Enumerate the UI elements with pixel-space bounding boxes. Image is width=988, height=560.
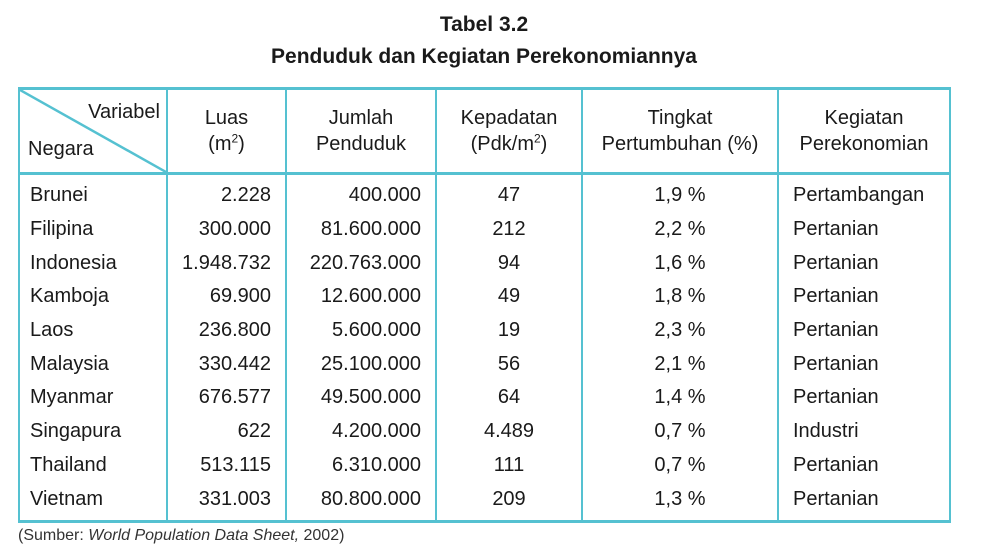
header-luas-sup: 2 [231, 131, 239, 146]
source-note [18, 527, 344, 545]
table-row [19, 415, 950, 449]
header-tingkat-line1: Tingkat [647, 107, 713, 129]
cell-pertumbuhan: 0,7 % [582, 415, 778, 449]
cell-kegiatan: Industri [778, 415, 950, 449]
cell-jumlah: 12.600.000 [286, 280, 436, 314]
cell-kepadatan: 19 [436, 314, 582, 348]
cell-kegiatan: Pertanian [778, 347, 950, 381]
source-title: World Population Data Sheet, [88, 527, 300, 544]
cell-luas: 622 [167, 415, 286, 449]
header-kepadatan-label: Kepadatan [460, 107, 558, 129]
header-negara: Negara [28, 138, 94, 160]
cell-negara: Malaysia [19, 347, 167, 381]
cell-negara: Brunei [19, 174, 167, 213]
cell-kegiatan: Pertanian [778, 482, 950, 521]
cell-luas: 676.577 [167, 381, 286, 415]
header-kegiatan-line1: Kegiatan [824, 107, 904, 129]
cell-kepadatan: 94 [436, 246, 582, 280]
cell-jumlah: 4.200.000 [286, 415, 436, 449]
cell-kepadatan: 56 [436, 347, 582, 381]
header-kepadatan [436, 89, 582, 174]
header-tingkat [582, 89, 778, 174]
header-kepadatan-close: ) [540, 133, 548, 155]
cell-kepadatan: 4.489 [436, 415, 582, 449]
cell-pertumbuhan: 1,6 % [582, 246, 778, 280]
header-jumlah-line1: Jumlah [328, 107, 394, 129]
cell-pertumbuhan: 2,1 % [582, 347, 778, 381]
table-row [19, 280, 950, 314]
cell-pertumbuhan: 1,4 % [582, 381, 778, 415]
cell-negara: Filipina [19, 213, 167, 247]
cell-jumlah: 6.310.000 [286, 449, 436, 483]
cell-kepadatan: 111 [436, 449, 582, 483]
cell-kegiatan: Pertanian [778, 213, 950, 247]
header-kepadatan-unit: (Pdk/m [470, 133, 534, 155]
cell-jumlah: 25.100.000 [286, 347, 436, 381]
cell-kegiatan: Pertanian [778, 246, 950, 280]
table-subtitle: Penduduk dan Kegiatan Perekonomiannya [271, 45, 697, 68]
header-jumlah-line2: Penduduk [315, 133, 407, 155]
table-row [19, 246, 950, 280]
cell-jumlah: 49.500.000 [286, 381, 436, 415]
cell-kepadatan: 64 [436, 381, 582, 415]
cell-luas: 69.900 [167, 280, 286, 314]
cell-kegiatan: Pertambangan [778, 174, 950, 213]
cell-pertumbuhan: 1,9 % [582, 174, 778, 213]
cell-kepadatan: 49 [436, 280, 582, 314]
cell-luas: 300.000 [167, 213, 286, 247]
cell-pertumbuhan: 1,3 % [582, 482, 778, 521]
source-prefix: (Sumber: [18, 527, 89, 544]
cell-negara: Singapura [19, 415, 167, 449]
cell-kegiatan: Pertanian [778, 449, 950, 483]
cell-negara: Myanmar [19, 381, 167, 415]
cell-pertumbuhan: 2,3 % [582, 314, 778, 348]
cell-kepadatan: 212 [436, 213, 582, 247]
header-luas-unit: (m [208, 133, 232, 155]
cell-kepadatan: 47 [436, 174, 582, 213]
cell-negara: Laos [19, 314, 167, 348]
cell-luas: 236.800 [167, 314, 286, 348]
cell-jumlah: 5.600.000 [286, 314, 436, 348]
table-row [19, 213, 950, 247]
table-row [19, 347, 950, 381]
header-jumlah [286, 89, 436, 174]
header-luas-close: ) [238, 133, 245, 155]
cell-pertumbuhan: 1,8 % [582, 280, 778, 314]
header-luas [167, 89, 286, 174]
header-kepadatan-sup: 2 [533, 131, 541, 146]
cell-jumlah: 81.600.000 [286, 213, 436, 247]
table-title: Tabel 3.2 [439, 13, 529, 36]
table-row [19, 381, 950, 415]
table-row [19, 174, 950, 213]
cell-negara: Indonesia [19, 246, 167, 280]
cell-pertumbuhan: 0,7 % [582, 449, 778, 483]
cell-pertumbuhan: 2,2 % [582, 213, 778, 247]
source-suffix: 2002) [299, 527, 345, 544]
table-row [19, 314, 950, 348]
cell-luas: 331.003 [167, 482, 286, 521]
cell-luas: 513.115 [167, 449, 286, 483]
cell-negara: Thailand [19, 449, 167, 483]
header-variabel-negara [19, 89, 167, 174]
table-row [19, 449, 950, 483]
cell-kegiatan: Pertanian [778, 381, 950, 415]
cell-luas: 1.948.732 [167, 246, 286, 280]
cell-jumlah: 400.000 [286, 174, 436, 213]
header-tingkat-line2: Pertumbuhan (%) [601, 133, 759, 155]
cell-kepadatan: 209 [436, 482, 582, 521]
cell-luas: 2.228 [167, 174, 286, 213]
cell-negara: Vietnam [19, 482, 167, 521]
cell-luas: 330.442 [167, 347, 286, 381]
table-header-row [19, 89, 950, 174]
header-kegiatan-line2: Perekonomian [799, 133, 929, 155]
cell-jumlah: 220.763.000 [286, 246, 436, 280]
cell-jumlah: 80.800.000 [286, 482, 436, 521]
header-luas-label: Luas [204, 107, 249, 129]
population-table [18, 87, 951, 523]
header-kegiatan [778, 89, 950, 174]
cell-kegiatan: Pertanian [778, 314, 950, 348]
table-row [19, 482, 950, 521]
cell-kegiatan: Pertanian [778, 280, 950, 314]
cell-negara: Kamboja [19, 280, 167, 314]
header-variabel: Variabel [88, 101, 160, 123]
